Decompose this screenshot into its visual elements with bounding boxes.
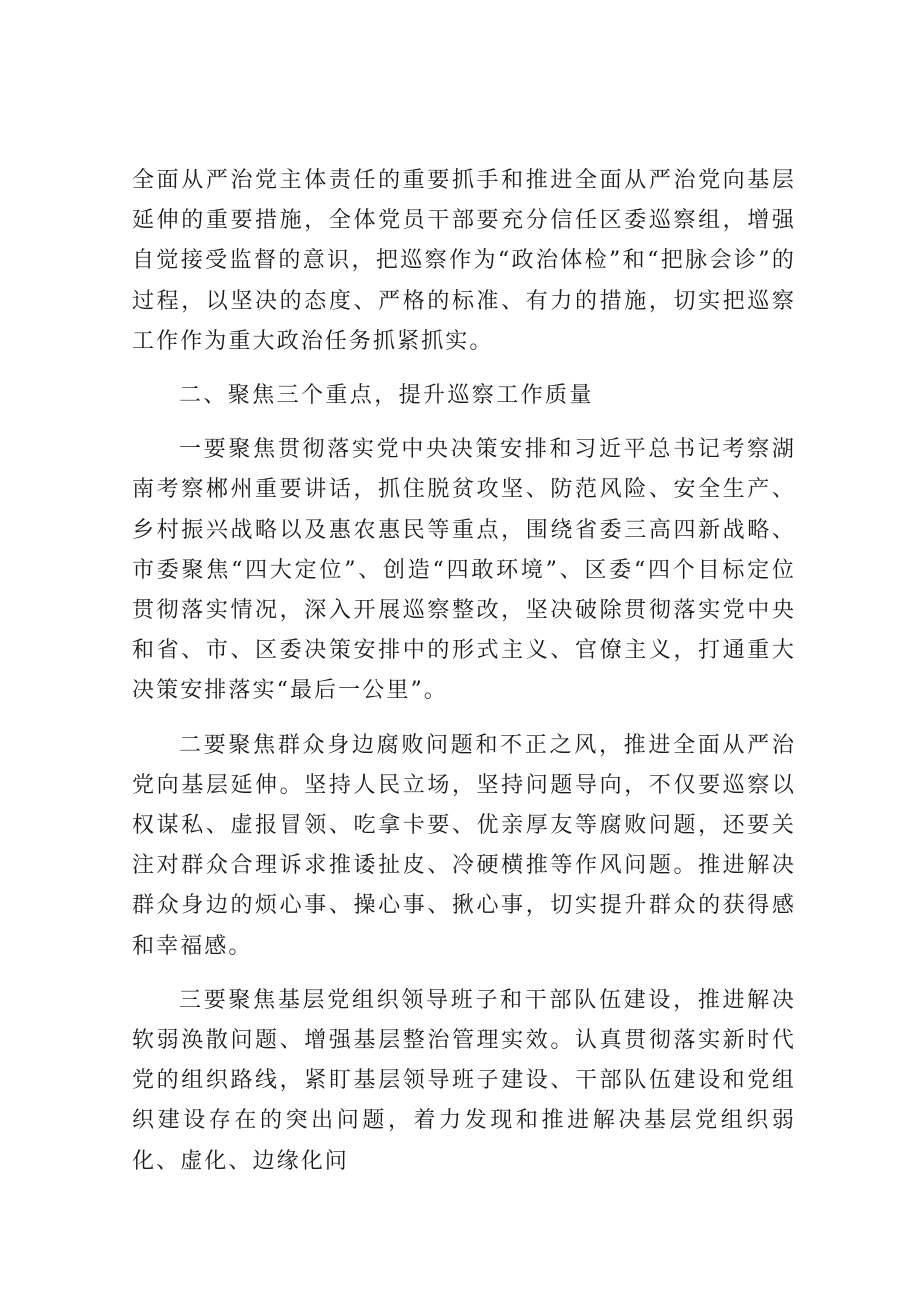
document-body <box>132 161 796 1182</box>
paragraph-focus-three: 三要聚焦基层党组织领导班子和干部队伍建设，推进解决软弱涣散问题、增强基层整治管理实效。认真贯彻落实新时代党的组织路线，紧盯基层领导班子建设、干部队伍建设和党组织建设存在的突出问题，着力发现和推进解决基层党组织弱化、虚化、边缘化问 <box>132 987 796 1174</box>
paragraph-focus-two: 二要聚焦群众身边腐败问题和不正之风，推进全面从严治党向基层延伸。坚持人民立场，坚持问题导向，不仅要巡察以权谋私、虚报冒领、吃拿卡要、优亲厚友等腐败问题，还要关注对群众合理诉求推诿扯皮、冷硬横推等作风问题。推进解决群众身边的烦心事、操心事、揪心事，切实提升群众的获得感和幸福感。 <box>132 732 796 959</box>
paragraph-continued: 全面从严治党主体责任的重要抓手和推进全面从严治党向基层延伸的重要措施，全体党员干部要充分信任区委巡察组，增强自觉接受监督的意识，把巡察作为“政治体检”和“把脉会诊”的过程，以坚决的态度、严格的标准、有力的措施，切实把巡察工作作为重大政治任务抓紧抓实。 <box>132 168 796 354</box>
paragraph-focus-one: 一要聚焦贯彻落实党中央决策安排和习近平总书记考察湖南考察郴州重要讲话，抓住脱贫攻坚、防范风险、安全生产、乡村振兴战略以及惠农惠民等重点，围绕省委三高四新战略、市委聚焦“四大定位”、创造“四敢环境”、区委“四个目标定位贯彻落实情况，深入开展巡察整改，坚决破除贯彻落实党中央和省、市、区委决策安排中的形式主义、官僚主义，打通重大决策安排落实“最后一公里”。 <box>132 437 796 704</box>
section-heading: 二、聚焦三个重点，提升巡察工作质量 <box>179 383 594 409</box>
